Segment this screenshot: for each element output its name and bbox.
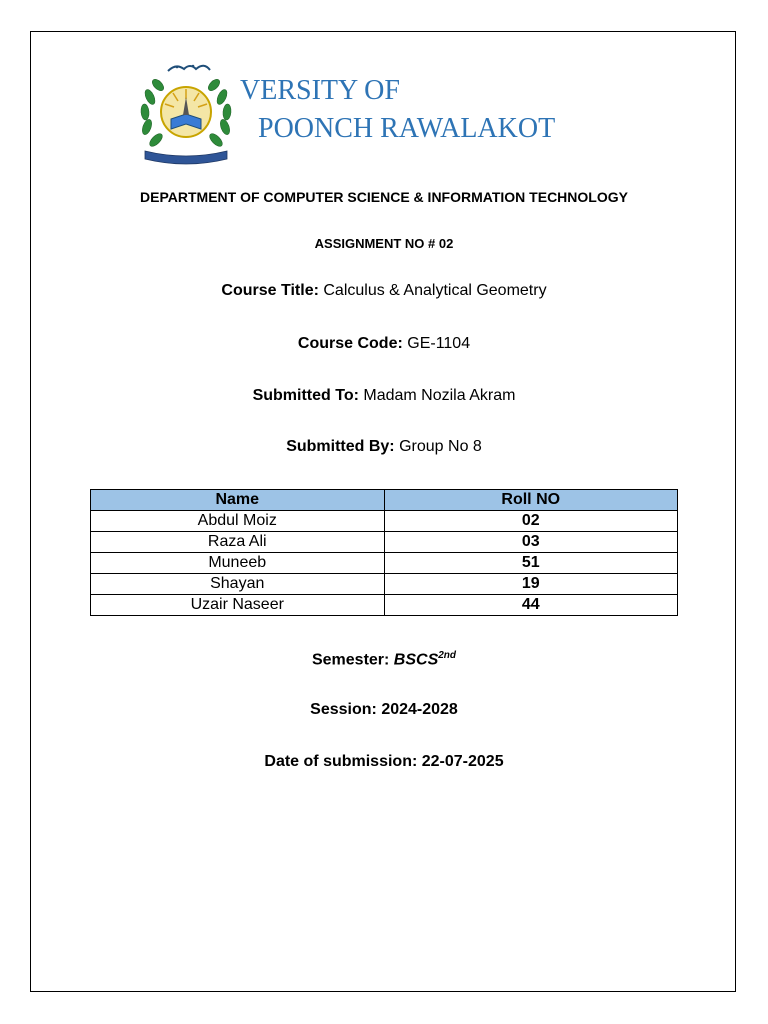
session-label: Session: — [310, 701, 377, 718]
member-name: Shayan — [91, 574, 385, 595]
session-value: 2024-2028 — [381, 701, 458, 718]
member-name: Uzair Naseer — [91, 595, 385, 616]
member-roll: 19 — [384, 574, 678, 595]
course-code-label: Course Code: — [297, 335, 403, 352]
member-name: Abdul Moiz — [91, 511, 385, 532]
table-row — [91, 511, 678, 532]
assignment-number: ASSIGNMENT NO # 02 — [314, 236, 454, 251]
semester-line — [0, 651, 768, 668]
table-row — [91, 595, 678, 616]
submitted-to-line — [0, 388, 768, 404]
semester-label: Semester: — [311, 651, 390, 669]
member-roll: 03 — [384, 532, 678, 553]
group-members-table — [90, 489, 678, 616]
department-heading: DEPARTMENT OF COMPUTER SCIENCE & INFORMATION TECHNOLOGY — [140, 189, 628, 205]
submitted-by-line — [0, 439, 768, 455]
table-row — [91, 574, 678, 595]
member-roll: 44 — [384, 595, 678, 616]
submitted-by-value: Group No 8 — [399, 438, 482, 455]
table-header-row — [91, 490, 678, 511]
course-title-label: Course Title: — [221, 282, 319, 299]
column-header-name: Name — [91, 490, 385, 511]
member-name: Raza Ali — [91, 532, 385, 553]
university-title-line2: POONCH RAWALAKOT — [258, 113, 556, 144]
course-title-line — [0, 283, 768, 299]
member-name: Muneeb — [91, 553, 385, 574]
member-roll: 02 — [384, 511, 678, 532]
submitted-by-label: Submitted By: — [286, 438, 395, 455]
course-code-line — [0, 336, 768, 352]
university-title-line1: VERSITY OF — [240, 75, 400, 106]
semester-value: BSCS — [393, 651, 439, 669]
course-title-value: Calculus & Analytical Geometry — [323, 282, 547, 299]
table-row — [91, 553, 678, 574]
submission-date-value: 22-07-2025 — [421, 753, 504, 770]
member-roll: 51 — [384, 553, 678, 574]
semester-superscript: 2nd — [438, 650, 457, 661]
course-code-value: GE-1104 — [407, 335, 471, 352]
session-line — [0, 702, 768, 718]
submitted-to-value: Madam Nozila Akram — [363, 387, 516, 404]
submission-date-line — [0, 754, 768, 770]
university-logo-icon — [133, 57, 239, 165]
submitted-to-label: Submitted To: — [252, 387, 359, 404]
submission-date-label: Date of submission: — [264, 753, 418, 770]
column-header-roll: Roll NO — [384, 490, 678, 511]
table-row — [91, 532, 678, 553]
